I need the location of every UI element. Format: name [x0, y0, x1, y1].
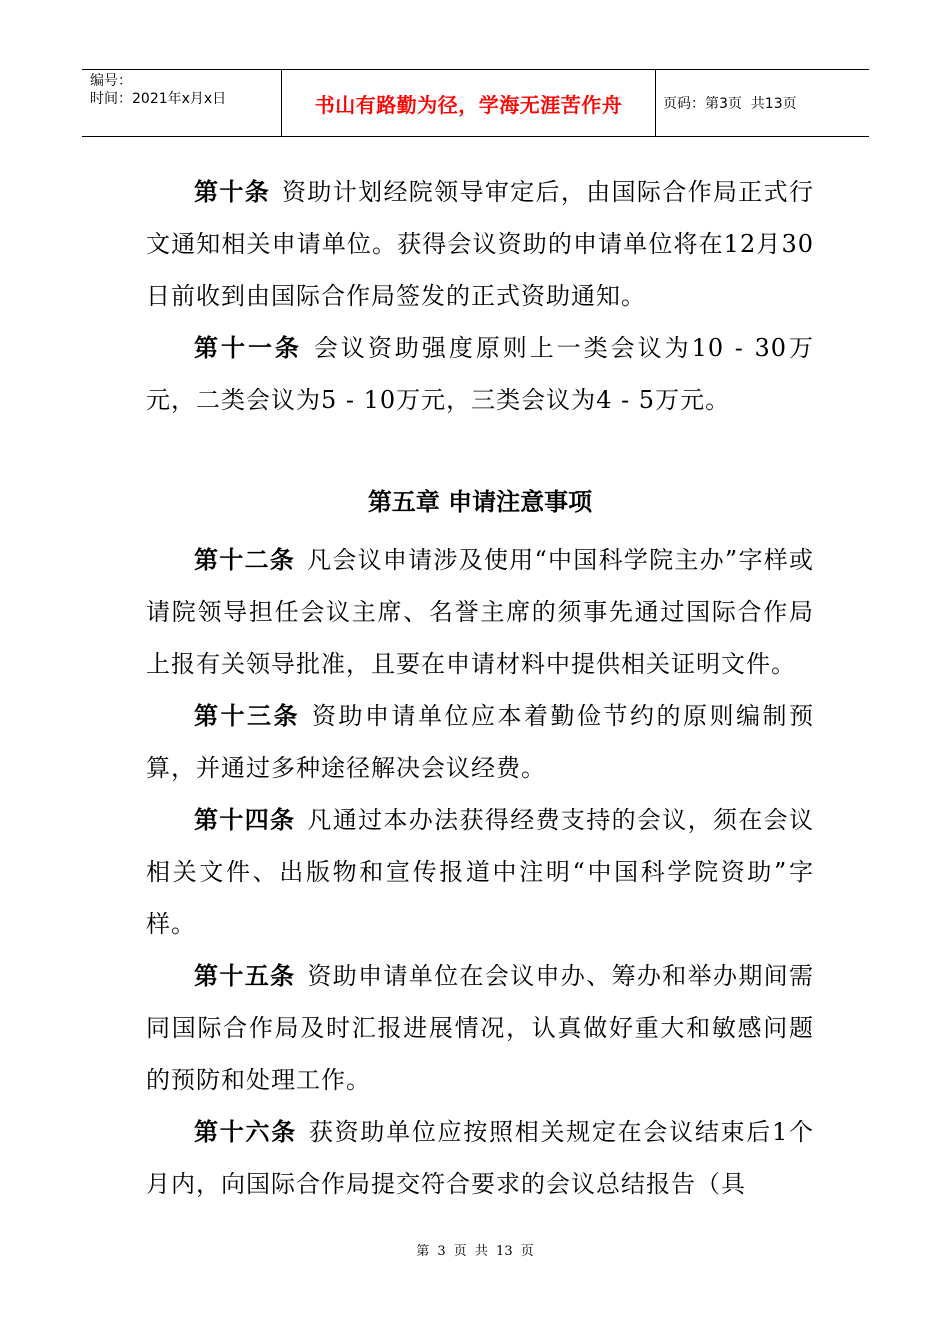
article-text: 资助申请单位在会议申办、筹办和举办期间需同国际合作局及时汇报进展情况，认真做好重大和敏感问题的预防和处理工作。	[146, 962, 815, 1094]
article-title: 第十条	[194, 177, 271, 206]
page-header	[82, 69, 869, 137]
article-title: 第十四条	[194, 805, 296, 834]
article-title: 第十五条	[194, 961, 296, 990]
article-text: 会议资助强度原则上一类会议为10 - 30万元，二类会议为5 - 10万元，三类会议为4 - 5万元。	[146, 334, 814, 414]
article-13	[146, 690, 814, 794]
article-15	[146, 950, 814, 1106]
article-11	[146, 322, 814, 426]
article-10	[146, 166, 814, 322]
article-14	[146, 794, 814, 950]
article-title: 第十二条	[194, 545, 296, 574]
article-text: 资助申请单位应本着勤俭节约的原则编制预算，并通过多种途径解决会议经费。	[146, 702, 814, 782]
article-text: 获资助单位应按照相关规定在会议结束后1个月内，向国际合作局提交符合要求的会议总结报告（具	[146, 1118, 815, 1198]
page-footer: 第 3 页 共 13 页	[416, 1244, 534, 1259]
article-title: 第十六条	[194, 1117, 297, 1146]
chapter-title: 第五章 申请注意事项	[367, 487, 593, 516]
article-16	[146, 1106, 814, 1210]
date-label: 时间：2021年x月x日	[90, 91, 227, 107]
article-title: 第十一条	[194, 333, 302, 362]
article-text: 资助计划经院领导审定后，由国际合作局正式行文通知相关申请单位。获得会议资助的申请单位将在12月30日前收到由国际合作局签发的正式资助通知。	[146, 178, 815, 310]
article-text: 凡通过本办法获得经费支持的会议，须在会议相关文件、出版物和宣传报道中注明“中国科学院资助”字样。	[146, 806, 815, 938]
header-meta	[82, 70, 282, 136]
article-text: 凡会议申请涉及使用“中国科学院主办”字样或请院领导担任会议主席、名誉主席的须事先通过国际合作局上报有关领导批准，且要在申请材料中提供相关证明文件。	[146, 546, 814, 678]
article-12	[146, 534, 814, 690]
number-label: 编号：	[90, 73, 132, 89]
header-page-info: 页码：第3页 共13页	[663, 96, 797, 112]
document-body	[146, 166, 814, 1210]
header-motto: 书山有路勤为径，学海无涯苦作舟	[282, 70, 656, 136]
article-title: 第十三条	[194, 701, 300, 730]
